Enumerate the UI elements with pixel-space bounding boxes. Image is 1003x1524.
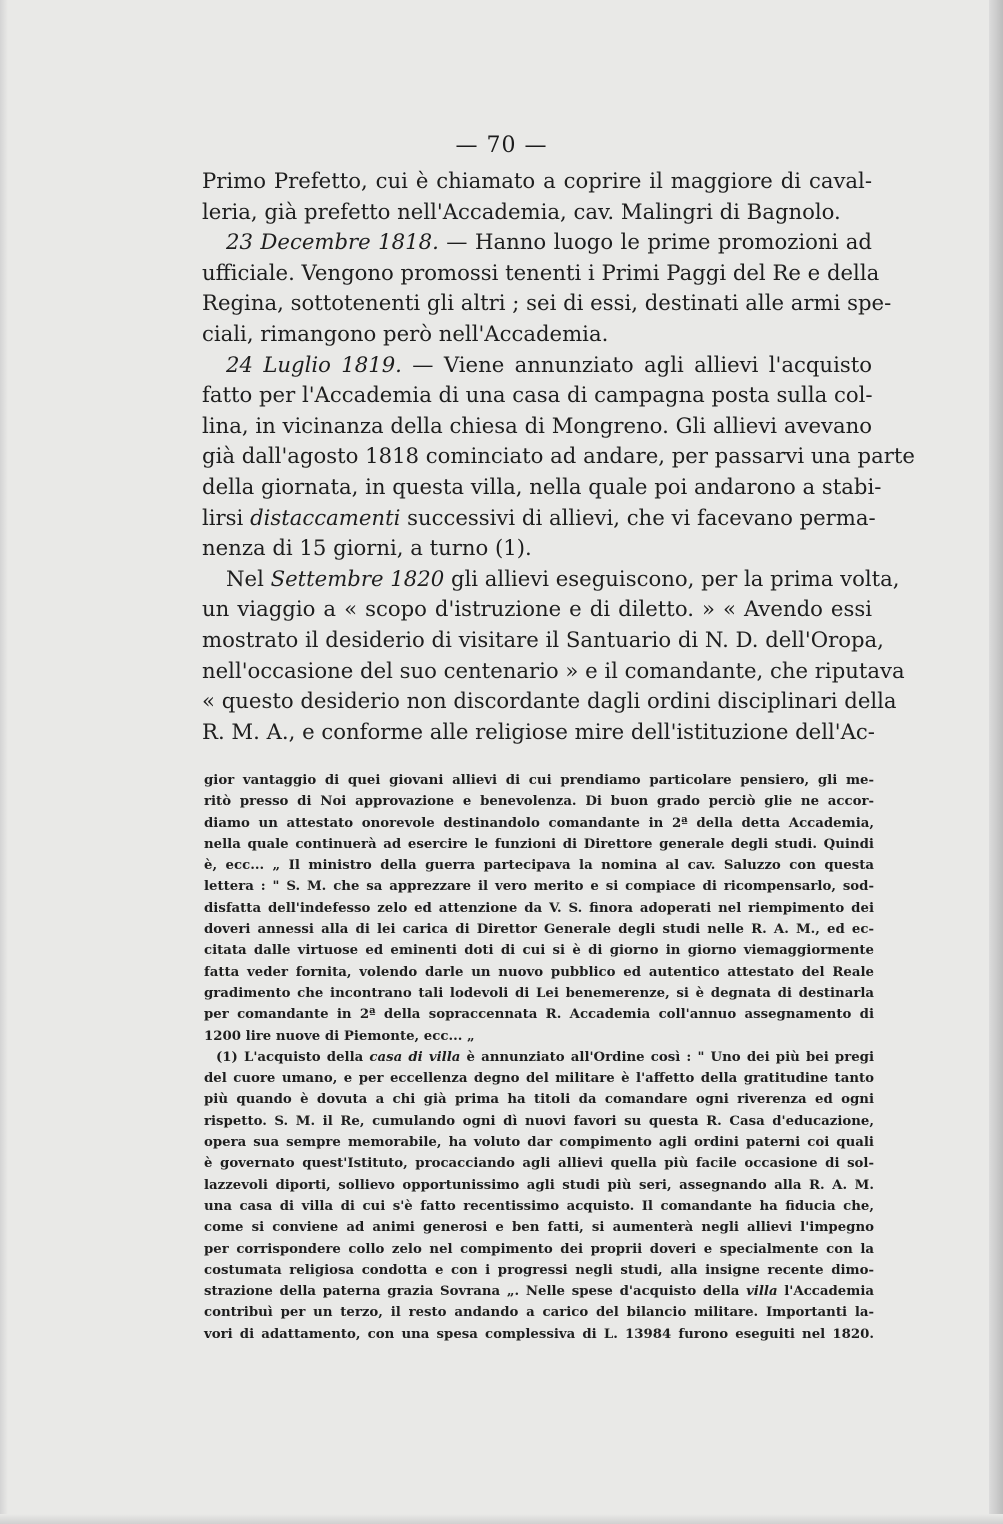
main-line bbox=[202, 227, 872, 258]
italic-date: 24 Luglio 1819. bbox=[226, 351, 402, 377]
main-line bbox=[202, 350, 872, 381]
footnote-line: vori di adattamento, con una spesa complessiva di L. 13984 furono eseguiti nel 1820. bbox=[204, 1326, 874, 1342]
main-line-rest: — Viene annunziato agli allievi l'acquisto bbox=[401, 351, 872, 377]
page-right-edge-shadow bbox=[989, 0, 1003, 1524]
footnote-line: rispetto. S. M. il Re, cumulando ogni dì nuovi favori su questa R. Casa d'educazione, bbox=[204, 1113, 874, 1129]
footnote-line: lazzevoli diporti, sollievo opportunissimo agli studi più seri, assegnando alla R. A. M. bbox=[204, 1177, 874, 1193]
main-line bbox=[202, 503, 876, 534]
footnote-line: è, ecc... „ Il ministro della guerra partecipava la nomina al cav. Saluzzo con questa bbox=[204, 858, 874, 874]
main-line: un viaggio a « scopo d'istruzione e di diletto. » « Avendo essi bbox=[202, 596, 872, 622]
footnote-line: doveri annessi alla di lei carica di Direttor Generale degli studi nelle R. A. M., ed ec- bbox=[204, 922, 874, 938]
main-line: della giornata, in questa villa, nella quale poi andarono a stabi- bbox=[202, 473, 882, 499]
main-line-rest: gli allievi eseguiscono, per la prima volta, bbox=[444, 565, 900, 591]
footnotes bbox=[204, 770, 874, 1345]
page-left-edge-shadow bbox=[0, 0, 8, 1524]
footnote-line: fatta veder fornita, volendo darle un nuovo pubblico ed autentico attestato del Reale bbox=[204, 964, 874, 980]
footnote-line: nella quale continuerà ad esercire le funzioni di Direttore generale degli studi. Quindi bbox=[204, 836, 874, 852]
footnote-line: è governato quest'Istituto, procacciando agli allievi quella più facile occasione di sol- bbox=[204, 1156, 874, 1172]
footnote-line: più quando è dovuta a chi già prima ha titoli da comandare ogni riverenza ed ogni bbox=[204, 1092, 874, 1108]
page-bottom-edge-shadow bbox=[0, 1514, 1003, 1524]
main-line: già dall'agosto 1818 cominciato ad andare, per passarvi una parte bbox=[202, 443, 915, 469]
main-line: leria, già prefetto nell'Accademia, cav. Malingri di Bagnolo. bbox=[202, 198, 841, 224]
footnote-line: lettera : " S. M. che sa apprezzare il vero merito e si compiace di ricompensarlo, sod- bbox=[204, 879, 874, 895]
main-line-part: lirsi bbox=[202, 504, 251, 530]
main-line-rest: successivi di allievi, che vi facevano perma- bbox=[400, 504, 876, 530]
main-line: nenza di 15 giorni, a turno (1). bbox=[202, 535, 532, 561]
footnote-line: ritò presso di Noi approvazione e benevolenza. Di buon grado perciò glie ne accor- bbox=[204, 794, 874, 810]
footnote-line: per comandante in 2ª della sopraccennata R. Accademia coll'annuo assegnamento di bbox=[204, 1007, 874, 1023]
main-line: « questo desiderio non discordante dagli ordini disciplinari della bbox=[202, 688, 897, 714]
main-line: ciali, rimangono però nell'Accademia. bbox=[202, 320, 609, 346]
italic-term: villa bbox=[746, 1284, 778, 1300]
main-line bbox=[202, 564, 900, 595]
footnote-line: opera sua sempre memorabile, ha voluto dar compimento agli ordini paterni coi quali bbox=[204, 1135, 874, 1151]
footnote-line: come si conviene ad animi generosi e ben fatti, si aumenterà negli allievi l'impegno bbox=[204, 1220, 874, 1236]
main-line: Primo Prefetto, cui è chiamato a coprire il maggiore di caval- bbox=[202, 168, 872, 193]
page-number: — 70 — bbox=[455, 133, 548, 158]
footnote-line: gior vantaggio di quei giovani allievi di cui prendiamo particolare pensiero, gli me- bbox=[204, 773, 874, 788]
footnote-rest: è annunziato all'Ordine così : " Uno dei più bei pregi bbox=[460, 1049, 875, 1065]
footnote-line bbox=[204, 1047, 874, 1068]
main-line: lina, in vicinanza della chiesa di Mongreno. Gli allievi avevano bbox=[202, 412, 872, 438]
footnote-line: per corrispondere collo zelo nel compimento dei proprii doveri e specialmente con la bbox=[204, 1241, 874, 1257]
footnote-line: diamo un attestato onorevole destinandolo comandante in 2ª della detta Accademia, bbox=[204, 815, 874, 831]
footnote-line: citata dalle virtuose ed eminenti doti di cui si è di giorno in giorno viemaggiormente bbox=[204, 943, 874, 959]
italic-date: Settembre 1820 bbox=[270, 565, 445, 591]
footnote-line: 1200 lire nuove di Piemonte, ecc... „ bbox=[204, 1028, 475, 1044]
footnote-line: disfatta dell'indefesso zelo ed attenzione da V. S. finora adoperati nel riempimento dei bbox=[204, 900, 874, 916]
main-line: fatto per l'Accademia di una casa di campagna posta sulla col- bbox=[202, 382, 873, 408]
main-line-part: Nel bbox=[226, 565, 271, 591]
footnote-part: (1) L'acquisto della bbox=[216, 1049, 370, 1065]
italic-term: distaccamenti bbox=[250, 504, 401, 530]
footnote-line: del cuore umano, e per eccellenza degno del militare è l'affetto della gratitudine tanto bbox=[204, 1071, 874, 1087]
italic-term: casa di villa bbox=[369, 1049, 461, 1065]
footnote-line: una casa di villa di cui s'è fatto recentissimo acquisto. Il comandante ha fiducia che, bbox=[204, 1198, 874, 1214]
main-line: mostrato il desiderio di visitare il Santuario di N. D. dell'Oropa, bbox=[202, 626, 884, 652]
italic-date: 23 Decembre 1818. bbox=[226, 229, 439, 255]
footnote-rest: l'Accademia bbox=[777, 1284, 875, 1300]
main-line: nell'occasione del suo centenario » e il comandante, che riputava bbox=[202, 657, 905, 683]
footnote-line: contribuì per un terzo, il resto andando a carico del bilancio militare. Importanti la- bbox=[204, 1305, 874, 1321]
main-line: R. M. A., e conforme alle religiose mire dell'istituzione dell'Ac- bbox=[202, 718, 875, 744]
main-line: Regina, sottotenenti gli altri ; sei di essi, destinati alle armi spe- bbox=[202, 290, 892, 316]
main-line-rest: — Hanno luogo le prime promozioni ad bbox=[438, 229, 872, 255]
footnote-line: gradimento che incontrano tali lodevoli di Lei benemerenze, si è degnata di destinarla bbox=[204, 985, 874, 1001]
main-line: ufficiale. Vengono promossi tenenti i Primi Paggi del Re e della bbox=[202, 259, 880, 285]
main-text bbox=[202, 166, 915, 747]
footnote-line: costumata religiosa condotta e con i progressi negli studi, alla insigne recente dimo- bbox=[204, 1262, 874, 1278]
footnote-line bbox=[204, 1281, 874, 1302]
footnote-part: strazione della paterna grazia Sovrana „. Nelle spese d'acquisto della bbox=[204, 1284, 747, 1300]
